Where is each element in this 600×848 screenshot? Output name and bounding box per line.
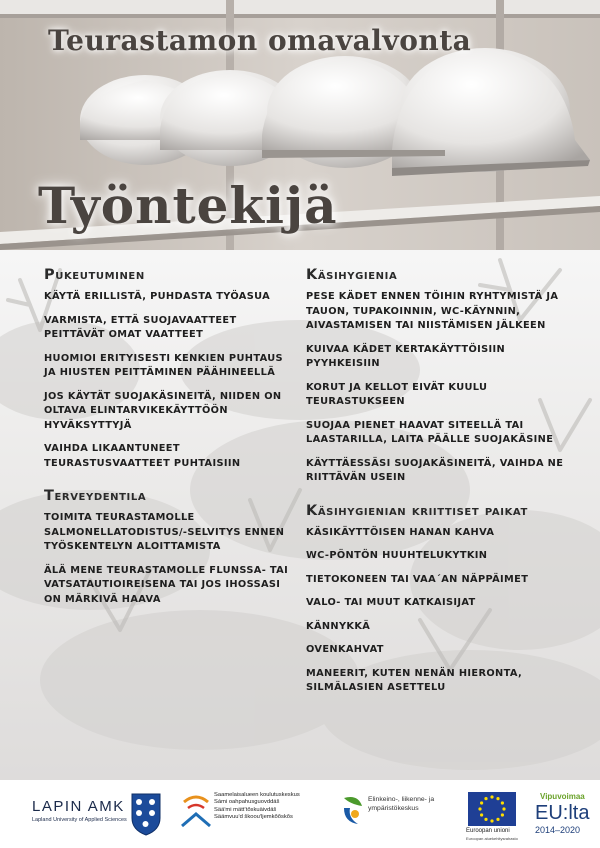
list-item: PESE KÄDET ENNEN TÖIHIN RYHTYMISTÄ JA TAUON, TUPAKOINNIN, WC-KÄYNNIN, AIVASTAMISEN TAI NIISTÄMISEN JÄLKEEN [306, 291, 559, 331]
saami-line: Saamelaisalueen koulutuskeskus [214, 792, 300, 798]
list-item: KÄSIKÄYTTÖISEN HANAN KAHVA [306, 526, 495, 538]
ely-line: ympäristökeskus [368, 804, 419, 812]
lapin-amk-subtitle: Lapland University of Applied Sciences [32, 817, 127, 823]
saami-line: Sääʹmi mättʼtõskuäivdäš [214, 806, 277, 813]
list-item: KÄYTÄ ERILLISTÄ, PUHDASTA TYÖASUA [44, 291, 271, 302]
poster-title: Teurastamon omavalvonta [48, 24, 472, 57]
list-item: ÄLÄ MENE TEURASTAMOLLE FLUNSSA- TAI VATSATAUTIOIREISENA TAI JOS IHOSSASI ON MÄRKIVÄ HAAVA [44, 564, 289, 605]
list-item: OVENKAHVAT [306, 644, 384, 655]
list-item: TIETOKONEEN TAI VAA´AN NÄPPÄIMET [306, 573, 529, 585]
eu-lta-label: EU:lta [535, 802, 590, 824]
list-item: KUIVAA KÄDET KERTAKÄYTTÖISIIN PYYHKEISIIN [306, 343, 506, 369]
ely-logo-icon [340, 794, 366, 828]
list-item: VALO- TAI MUUT KATKAISIJAT [306, 597, 476, 608]
right-column [306, 266, 576, 712]
eu-caption: Euroopan unioni [466, 828, 510, 834]
list-item: HUOMIOI ERITYISESTI KENKIEN PUHTAUS JA HIUSTEN PEITTÄMINEN PÄÄHINEELLÄ [44, 352, 283, 378]
vipuvoimaa-label: Vipuvoimaa [540, 792, 585, 801]
section-heading: Käsihygienia [306, 267, 398, 283]
saami-text [214, 792, 300, 822]
list-item: VAIHDA LIKAANTUNEET TEURASTUSVAATTEET PUHTAISIIN [44, 443, 241, 469]
section-health [44, 487, 294, 607]
left-column [44, 266, 294, 623]
list-item: VARMISTA, ETTÄ SUOJAVAATTEET PEITTÄVÄT OMAT VAATTEET [44, 314, 237, 340]
section-heading: Käsihygienian kriittiset paikat [306, 502, 528, 519]
list-item: MANEERIT, KUTEN NENÄN HIERONTA, SILMÄLASIEN ASETTELU [306, 667, 523, 693]
hero-photo [0, 0, 600, 250]
section-heading: Terveydentila [44, 488, 147, 504]
list-item: WC-PÖNTÖN HUUHTELUKYTKIN [306, 550, 488, 561]
saami-line: Sámi oahpahusguovddáš [214, 799, 280, 806]
poster-subtitle: Työntekijä [38, 176, 338, 235]
ely-line: Elinkeino-, liikenne- ja [368, 796, 435, 803]
years-label: 2014–2020 [535, 825, 581, 835]
list-item: KÄYTTÄESSÄSI SUOJAKÄSINEITÄ, VAIHDA NE RIITTÄVÄN USEIN [306, 457, 564, 483]
saami-line: Säämvuuʹd škoouʹljemkõõskõs [214, 814, 293, 821]
ely-text [368, 796, 434, 813]
section-heading: Pukeutuminen [44, 267, 145, 283]
lapland-coat-of-arms-icon [130, 792, 162, 836]
footer-logos [0, 780, 600, 848]
eu-flag-icon [468, 792, 516, 826]
section-critical-places [306, 502, 576, 696]
list-item: KORUT JA KELLOT EIVÄT KUULU TEURASTUKSEEN [306, 381, 488, 407]
lapin-amk-logo: LAPIN AMK [32, 798, 125, 815]
saami-logo-icon [180, 794, 212, 830]
list-item: TOIMITA TEURASTAMOLLE SALMONELLATODISTUS/-SELVITYS ENNEN TYÖSKENTELYN ALOITTAMISTA [44, 512, 285, 552]
list-item: KÄNNYKKÄ [306, 620, 371, 632]
list-item: JOS KÄYTÄT SUOJAKÄSINEITÄ, NIIDEN ON OLTAVA ELINTARVIKEKÄYTTÖÖN HYVÄKSYTTYJÄ [44, 390, 282, 431]
section-hand-hygiene [306, 266, 576, 486]
list-item: SUOJAA PIENET HAAVAT SITEELLÄ TAI LAASTARILLA, LAITA PÄÄLLE SUOJAKÄSINE [306, 419, 554, 445]
eu-caption-small: Euroopan aluekehitysrahasto [466, 836, 518, 841]
section-clothing [44, 266, 294, 471]
